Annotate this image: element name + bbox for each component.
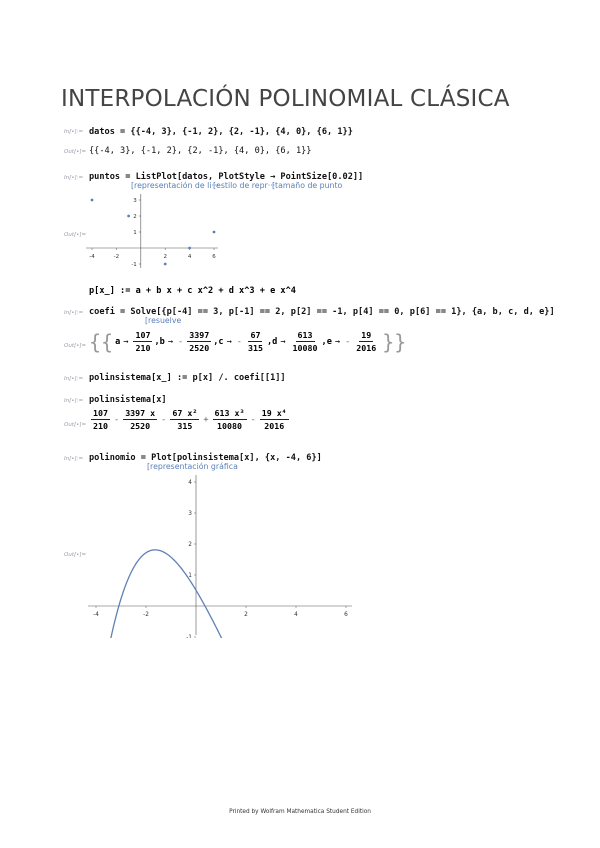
solution-variable: b — [159, 336, 165, 347]
comma: , — [321, 336, 327, 347]
rule-arrow: → — [123, 336, 129, 347]
numerator: 19 x⁴ — [261, 408, 287, 418]
numerator: 613 x³ — [214, 408, 245, 418]
numerator: 67 x² — [172, 408, 198, 418]
numerator: 19 — [361, 330, 372, 340]
fraction — [260, 407, 289, 432]
solution-variable: e — [326, 336, 332, 347]
out-label: Out[•]= — [64, 552, 87, 558]
y-tick-label: 1 — [133, 230, 137, 236]
x-tick-label: -4 — [93, 612, 99, 618]
fraction — [354, 329, 378, 354]
data-point — [188, 247, 191, 250]
x-tick-label: 6 — [344, 612, 348, 618]
sign: - — [236, 336, 242, 347]
sign: - — [114, 414, 120, 425]
solution-variable: a — [115, 336, 121, 347]
denominator: 315 — [247, 343, 263, 353]
polinsistema-output — [89, 407, 291, 432]
out-label: Out[•]= — [64, 232, 87, 238]
in-label: In[•]:= — [64, 376, 84, 382]
polinsistema-input[interactable]: polinsistema[x] — [89, 395, 167, 405]
comma: , — [266, 336, 273, 347]
polynomial-plot[interactable] — [84, 473, 356, 638]
page-title: INTERPOLACIÓN POLINOMIAL CLÁSICA — [61, 86, 510, 112]
data-point — [127, 215, 130, 218]
numerator: 107 — [135, 330, 151, 340]
sign: + — [203, 414, 209, 425]
rule-arrow: → — [334, 336, 341, 347]
plotstyle-hint[interactable]: [ estilo de repr··· — [213, 181, 275, 190]
polynomial-definition[interactable] — [89, 286, 296, 296]
rule-arrow: → — [167, 336, 174, 347]
in-label: In[•]:= — [64, 456, 84, 462]
denominator: 2016 — [356, 343, 377, 353]
sign: - — [250, 414, 256, 425]
denominator: 2520 — [130, 421, 151, 431]
numerator: 67 — [250, 330, 261, 340]
denominator: 315 — [177, 421, 193, 431]
out-label: Out[•]= — [64, 149, 87, 155]
denominator: 2016 — [264, 421, 285, 431]
y-tick-label: 3 — [133, 198, 137, 204]
datos-output: {{-4, 3}, {-1, 2}, {2, -1}, {4, 0}, {6, 1}} — [89, 146, 312, 156]
data-point — [91, 199, 94, 202]
denominator: 10080 — [292, 343, 318, 353]
data-point — [164, 263, 167, 266]
fraction — [213, 407, 247, 432]
puntos-input[interactable]: puntos = ListPlot[datos, PlotStyle → PointSize[0.02]] — [89, 172, 364, 182]
denominator: 210 — [93, 421, 108, 431]
scatter-plot[interactable] — [84, 192, 220, 272]
polinsistema-definition[interactable]: polinsistema[x_] := p[x] /. coefi[[1]] — [89, 373, 286, 383]
x-tick-label: 2 — [244, 612, 248, 618]
polynomial-definition-text: p[x_] := a + b x + c x^2 + d x^3 + e x^4 — [89, 286, 296, 296]
sign: - — [178, 336, 184, 347]
denominator: 210 — [135, 343, 151, 353]
plot-hint[interactable]: [ representación gráfica — [147, 462, 238, 471]
fraction — [246, 329, 265, 354]
x-tick-label: 4 — [187, 254, 192, 260]
comma: , — [154, 336, 160, 347]
x-tick-label: -2 — [113, 254, 120, 260]
out-label: Out[•]= — [64, 422, 87, 428]
plot-input[interactable]: polinomio = Plot[polinsistema[x], {x, -4, 6}] — [89, 453, 322, 463]
fraction — [123, 407, 157, 432]
datos-input[interactable]: datos = {{-4, 3}, {-1, 2}, {2, -1}, {4, 0}, {6, 1}} — [89, 127, 353, 137]
close-brace: }} — [382, 329, 407, 354]
in-label: In[•]:= — [64, 129, 84, 135]
sign: - — [161, 414, 167, 425]
numerator: 107 — [93, 408, 108, 418]
x-tick-label: 6 — [212, 254, 216, 260]
in-label: In[•]:= — [64, 175, 84, 181]
y-tick-label: 2 — [188, 542, 192, 548]
x-tick-label: 2 — [163, 254, 167, 260]
numerator: 3397 x — [125, 408, 156, 418]
numerator: 613 — [297, 330, 313, 340]
denominator: 2520 — [189, 343, 210, 353]
fraction — [170, 407, 199, 432]
y-tick-label: -1 — [131, 262, 137, 268]
solution-variable: c — [218, 336, 224, 347]
fraction — [187, 329, 211, 354]
solution-variable: d — [272, 336, 278, 347]
numerator: 3397 — [189, 330, 210, 340]
listplot-hint[interactable]: [ representación de li··· — [131, 181, 219, 190]
y-tick-label: 4 — [188, 480, 192, 486]
solve-output — [87, 329, 408, 354]
y-tick-label: -1 — [186, 635, 192, 638]
data-point — [213, 231, 216, 234]
fraction — [91, 407, 110, 432]
pointsize-hint[interactable]: [ tamaño de punto — [272, 181, 342, 190]
y-tick-label: 2 — [133, 214, 137, 220]
in-label: In[•]:= — [64, 310, 84, 316]
y-tick-label: 3 — [188, 511, 192, 517]
fraction — [133, 329, 152, 354]
in-label: In[•]:= — [64, 398, 84, 404]
open-brace: {{ — [89, 329, 114, 354]
resuelve-hint[interactable]: [ resuelve — [145, 316, 181, 325]
sign: - — [345, 336, 351, 347]
polynomial-curve — [96, 550, 346, 638]
x-tick-label: -4 — [89, 254, 95, 260]
x-tick-label: 4 — [294, 612, 298, 618]
y-tick-label: 1 — [188, 573, 192, 579]
out-label: Out[•]= — [64, 343, 87, 349]
denominator: 10080 — [217, 421, 243, 431]
x-tick-label: -2 — [143, 612, 149, 618]
comma: , — [213, 336, 219, 347]
fraction — [291, 329, 320, 354]
rule-arrow: → — [226, 336, 232, 347]
rule-arrow: → — [280, 336, 286, 347]
footer-text: Printed by Wolfram Mathematica Student Edition — [229, 809, 371, 815]
solve-input[interactable]: coefi = Solve[{p[-4] == 3, p[-1] == 2, p[2] == -1, p[4] == 0, p[6] == 1}, {a, b, c, d, e}] — [89, 307, 555, 317]
